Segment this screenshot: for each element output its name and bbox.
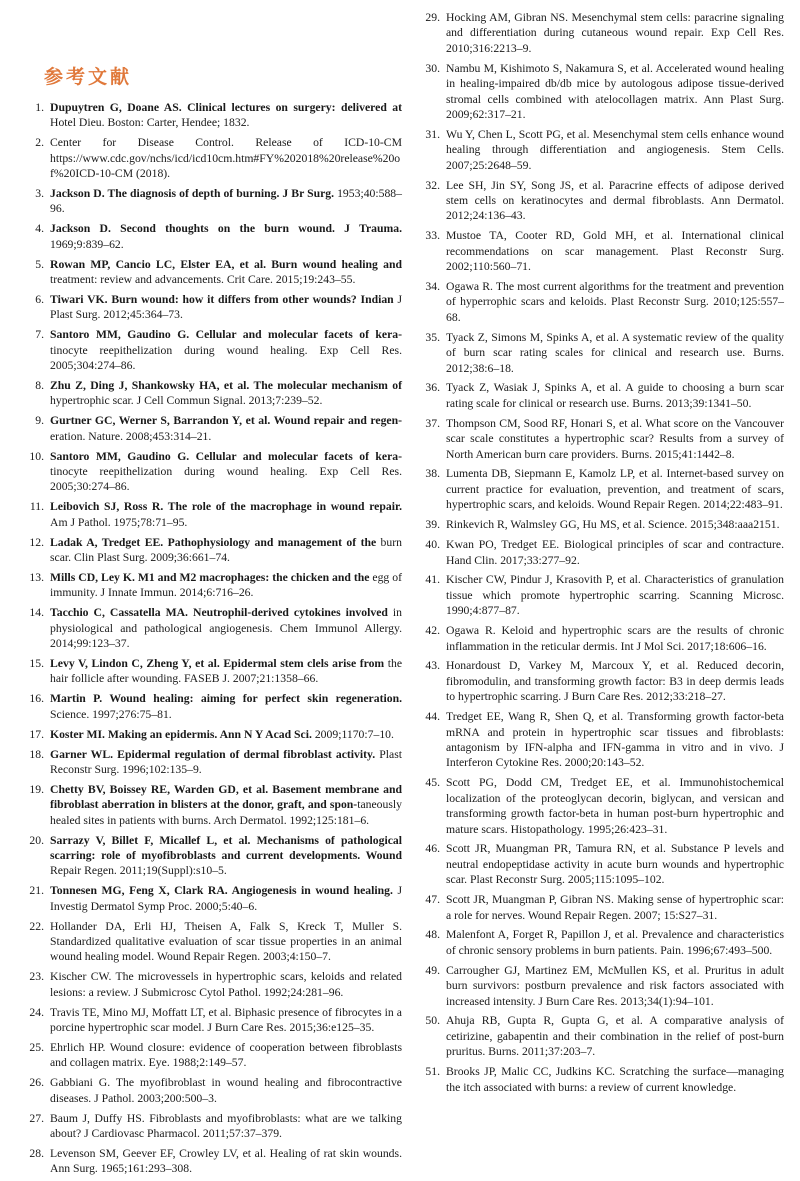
reference-item [28, 1040, 402, 1071]
reference-text [50, 499, 402, 530]
reference-number: 40. [425, 538, 440, 552]
reference-text [50, 186, 402, 217]
reference-number: 33. [425, 229, 440, 243]
reference-number: 34. [425, 280, 440, 293]
reference-rest: burn scar. Clin Plast Surg. 2009;36:661–74. [50, 535, 402, 565]
reference-highlight: Chetty BV, Boissey RE, Warden GD, et al. Basement membrane and fibroblast aberration in blisters at the donor, graft, and spon- [50, 782, 402, 812]
reference-item [28, 1111, 402, 1142]
reference-item [422, 892, 784, 923]
reference-list-left [28, 100, 402, 1181]
reference-number: 50. [425, 1014, 440, 1028]
reference-text: Lumenta DB, Siepmann E, Kamolz LP, et al. Internet-based survey on current practice for evaluation, prevention, and treatment of scars, hypertrophic scars, and keloids. Wound Repair Regen. 2014;22:483–91. [446, 467, 784, 512]
reference-text [50, 1075, 402, 1106]
reference-item [422, 330, 784, 376]
reference-number: 19. [29, 782, 44, 796]
reference-number: 26. [29, 1076, 44, 1090]
reference-text: Ahuja RB, Gupta R, Gupta G, et al. A comparative analysis of cetirizine, gabapentin and their combination in the relief of post-burn pruritus. Burns. 2011;37:203–7. [446, 1014, 784, 1059]
reference-item [28, 100, 402, 131]
reference-text [50, 969, 402, 1000]
reference-number: 29. [425, 11, 440, 24]
reference-highlight: Santoro MM, Gaudino G. Cellular and molecular facets of kera- [50, 328, 402, 342]
reference-number: 15. [29, 657, 44, 670]
reference-item [422, 1013, 784, 1059]
reference-text [50, 413, 402, 444]
reference-number: 25. [29, 1040, 44, 1054]
reference-item [28, 135, 402, 181]
reference-item [422, 841, 784, 887]
reference-text: Kischer CW, Pindur J, Krasovith P, et al. Characteristics of granulation tissue which promote hypertrophic scarring. Scanning Microsc. 1990;4:877–87. [446, 573, 784, 618]
reference-highlight: Leibovich SJ, Ross R. The role of the macrophage in wound repair. [50, 500, 402, 514]
reference-number: 11. [29, 500, 44, 514]
reference-text: Nambu M, Kishimoto S, Nakamura S, et al. Accelerated wound healing in healing-impaired db/db mice by autologous adipose tissue-derived stromal cells combined with atelocollagen matrix. Ann Plast Surg. 2009;62:317–21. [446, 61, 784, 121]
reference-text: Tyack Z, Simons M, Spinks A, et al. A systematic review of the quality of burn scar rating scales for clinical and research use. Burns. 2012;38:6–18. [446, 330, 784, 375]
reference-item [28, 747, 402, 778]
reference-number: 17. [29, 727, 44, 741]
reference-text [50, 378, 402, 409]
reference-number: 48. [425, 928, 440, 942]
reference-rest: treatment: review and advancements. Crit Care. 2015;19:243–55. [50, 273, 356, 287]
reference-item [28, 413, 402, 444]
reference-item [28, 292, 402, 323]
reference-rest: Travis TE, Mino MJ, Moffatt LT, et al. Biphasic presence of fibrocytes in a porcine hypertrophic scar model. J Burn Care Res. 2015;36:e125–35. [50, 1005, 402, 1035]
reference-item [422, 517, 784, 532]
reference-item [28, 969, 402, 1000]
reference-text [50, 221, 402, 252]
reference-item [422, 537, 784, 568]
reference-rest: J Plast Surg. 2012;45:364–73. [50, 292, 402, 322]
reference-item [28, 257, 402, 288]
reference-number: 20. [29, 833, 44, 847]
reference-number: 45. [425, 776, 440, 790]
reference-number: 5. [35, 257, 44, 271]
reference-number: 24. [29, 1005, 44, 1019]
reference-number: 22. [29, 919, 44, 933]
reference-highlight: Sarrazy V, Billet F, Micallef L, et al. Mechanisms of pathological scarring: role of myofibroblasts and current developments. Wound [50, 833, 402, 862]
reference-number: 30. [425, 61, 440, 75]
reference-rest: 2009;1170:7–10. [311, 727, 394, 741]
reference-list-right [422, 10, 784, 1100]
reference-highlight: Tonnesen MG, Feng X, Clark RA. Angiogenesis in wound healing. [50, 884, 393, 898]
reference-item [422, 380, 784, 411]
reference-item [28, 782, 402, 828]
reference-number: 3. [35, 187, 44, 201]
reference-text [50, 747, 402, 778]
reference-number: 9. [35, 414, 44, 428]
reference-item [28, 378, 402, 409]
reference-number: 4. [35, 222, 44, 236]
reference-text: Thompson CM, Sood RF, Honari S, et al. What score on the Vancouver scar scale constitutes a hypertrophic scar? Results from a survey of North American burn care providers. Burns. 2015;41:1442–8. [446, 416, 784, 461]
reference-number: 43. [425, 659, 440, 673]
reference-number: 31. [425, 127, 440, 141]
reference-item [28, 656, 402, 687]
reference-number: 27. [29, 1111, 44, 1125]
reference-text: Mustoe TA, Cooter RD, Gold MH, et al. International clinical recommendations on scar management. Plast Reconstr Surg. 2002;110:560–71. [446, 229, 784, 274]
reference-number: 2. [35, 136, 44, 150]
reference-item [28, 883, 402, 914]
reference-number: 13. [29, 570, 44, 584]
reference-text: Ogawa R. Keloid and hypertrophic scars are the results of chronic inflammation in the reticular dermis. Int J Mol Sci. 2017;18:606–16. [446, 624, 784, 653]
reference-rest: Plast Reconstr Surg. 1996;102:135–9. [50, 747, 402, 776]
reference-text: Lee SH, Jin SY, Song JS, et al. Paracrine effects of adipose derived stem cells on keratinocytes and dermal fibroblasts. Ann Dermatol. 2012;24:136–43. [446, 178, 784, 223]
reference-number: 38. [425, 467, 440, 481]
reference-text: Wu Y, Chen L, Scott PG, et al. Mesenchymal stem cells enhance wound healing through differentiation and angiogenesis. Stem Cells. 2007;25:2648–59. [446, 127, 784, 172]
reference-text [50, 135, 402, 181]
reference-number: 14. [29, 606, 44, 620]
reference-item [422, 927, 784, 958]
reference-rest: 1953;40:588–96. [50, 187, 402, 216]
reference-number: 12. [29, 535, 44, 549]
reference-rest: Levenson SM, Geever EF, Crowley LV, et al. Healing of rat skin wounds. Ann Surg. 1965;161:293–308. [50, 1146, 402, 1176]
reference-rest: egg of immunity. J Innate Immun. 2014;6:716–26. [50, 570, 402, 600]
reference-text [50, 1005, 402, 1036]
reference-rest: tinocyte reepithelization during wound healing. Exp Cell Res. 2005;30:274–86. [50, 465, 402, 494]
reference-rest: tinocyte reepithelization during wound healing. Exp Cell Res. 2005;304:274–86. [50, 343, 402, 373]
reference-number: 7. [35, 328, 44, 342]
reference-number: 39. [425, 518, 440, 532]
reference-item [28, 221, 402, 252]
reference-number: 28. [29, 1146, 44, 1160]
reference-item [28, 1146, 402, 1177]
reference-item [422, 963, 784, 1009]
reference-rest: in physiological and pathological angiogenesis. Chem Immunol Allergy. 2014;99:123–37. [50, 606, 402, 651]
reference-highlight: Garner WL. Epidermal regulation of dermal fibroblast activity. [50, 747, 376, 761]
reference-rest: Repair Regen. 2011;19(Suppl):s10–5. [50, 864, 227, 878]
reference-number: 16. [29, 692, 44, 706]
reference-item [28, 1075, 402, 1106]
reference-text [50, 1111, 402, 1142]
references-heading: 参考文献 [44, 66, 133, 88]
reference-rest: Kischer CW. The microvessels in hypertrophic scars, keloids and related lesions: a review. J Submicrosc Cytol Pathol. 1992;24:281–96. [50, 970, 402, 999]
reference-rest: taneously healed sites in patients with burns. Arch Dermatol. 1992;125:181–6. [50, 798, 402, 827]
reference-rest: J Investig Dermatol Symp Proc. 2000;5:40–6. [50, 884, 402, 913]
reference-item [28, 499, 402, 530]
reference-text [50, 570, 402, 601]
reference-item [422, 466, 784, 512]
reference-text [50, 656, 402, 687]
reference-item [28, 919, 402, 965]
reference-rest: Center for Disease Control. Release of ICD-10-CM https://www.cdc.gov/nchs/icd/icd10cm.htm#FY%202018%20release%20of%20ICD-10-CM (2018). [50, 136, 402, 181]
reference-number: 46. [425, 842, 440, 856]
reference-highlight: Ladak A, Tredget EE. Pathophysiology and management of the [50, 535, 377, 549]
reference-number: 8. [35, 379, 44, 392]
reference-rest: Ehrlich HP. Wound closure: evidence of cooperation between fibroblasts and collagen matrix. Eye. 1988;2:149–57. [50, 1040, 402, 1070]
reference-number: 10. [29, 449, 44, 463]
reference-number: 44. [425, 710, 440, 724]
reference-highlight: Dupuytren G, Doane AS. Clinical lectures on surgery: delivered at [50, 101, 402, 114]
reference-number: 1. [35, 101, 44, 114]
reference-highlight: Martin P. Wound healing: aiming for perfect skin regeneration. [50, 692, 402, 706]
reference-number: 6. [35, 292, 44, 306]
reference-item [28, 691, 402, 722]
reference-rest: Hotel Dieu. Boston: Carter, Hendee; 1832. [50, 116, 250, 130]
reference-highlight: Rowan MP, Cancio LC, Elster EA, et al. Burn wound healing and [50, 257, 402, 271]
reference-number: 49. [425, 963, 440, 977]
reference-text: Tyack Z, Wasiak J, Spinks A, et al. A guide to choosing a burn scar rating scale for clinical or research use. Burns. 2013;39:1341–50. [446, 381, 784, 410]
reference-highlight: Koster MI. Making an epidermis. Ann N Y Acad Sci. [50, 727, 312, 741]
reference-highlight: Tiwari VK. Burn wound: how it differs from other wounds? Indian [50, 292, 394, 306]
reference-text: Hocking AM, Gibran NS. Mesenchymal stem cells: paracrine signaling and differentiation during cutaneous wound repair. Exp Cell Res. 2010;316:2213–9. [446, 11, 784, 55]
reference-highlight: Santoro MM, Gaudino G. Cellular and molecular facets of kera- [50, 449, 402, 463]
reference-text [50, 782, 402, 828]
reference-item [422, 1064, 784, 1095]
reference-item [422, 228, 784, 274]
reference-item [28, 833, 402, 879]
reference-text [50, 1040, 402, 1071]
reference-number: 47. [425, 893, 440, 907]
reference-text [50, 292, 402, 323]
reference-item [422, 572, 784, 618]
reference-text: Honardoust D, Varkey M, Marcoux Y, et al. Reduced decorin, fibromodulin, and transforming growth factor: B3 in deep dermis leads to hypertrophic scarring. J Burn Care Res. 2012;33:218–27. [446, 659, 784, 704]
reference-text [50, 727, 402, 742]
reference-text: Ogawa R. The most current algorithms for the treatment and prevention of hyperrophic scars and keloids. Plast Reconstr Surg. 2010;125:557–68. [446, 280, 784, 324]
reference-item [422, 658, 784, 704]
reference-item [422, 279, 784, 325]
reference-number: 41. [425, 573, 440, 587]
reference-highlight: Jackson D. Second thoughts on the burn wound. J Trauma. [50, 222, 402, 236]
reference-text: Malenfont A, Forget R, Papillon J, et al. Prevalence and characteristics of chronic sensory problems in burn patients. Pain. 1996;67:493–500. [446, 928, 784, 957]
reference-item [422, 416, 784, 462]
reference-text: Scott JR, Muangman PR, Tamura RN, et al. Substance P levels and neutral endopeptidase activity in acute burn wounds and hypertrophic scar. Plast Reconstr Surg. 2005;115:1095–102. [446, 842, 784, 887]
reference-text [50, 691, 402, 722]
reference-item [28, 535, 402, 566]
reference-number: 21. [29, 884, 44, 898]
reference-rest: Am J Pathol. 1975;78:71–95. [50, 515, 188, 529]
reference-rest: eration. Nature. 2008;453:314–21. [50, 429, 212, 443]
reference-text [50, 257, 402, 288]
reference-item [422, 709, 784, 771]
reference-text: Rinkevich R, Walmsley GG, Hu MS, et al. Science. 2015;348:aaa2151. [446, 518, 780, 532]
reference-rest: hypertrophic scar. J Cell Commun Signal. 2013;7:239–52. [50, 394, 323, 408]
reference-highlight: Tacchio C, Cassatella MA. Neutrophil-derived cytokines involved [50, 606, 388, 620]
reference-item [422, 775, 784, 837]
reference-text: Brooks JP, Malic CC, Judkins KC. Scratching the surface—managing the itch associated with burns: a review of current knowledge. [446, 1065, 784, 1094]
reference-text: Tredget EE, Wang R, Shen Q, et al. Transforming growth factor-beta mRNA and protein in hypertrophic scar tissues and fibroblasts: antagonism by IFN-alpha and IFN-gamma in vitro and in vivo. J Interferon Cytokine Res. 2000;20:143–52. [446, 710, 784, 770]
reference-item [422, 127, 784, 173]
reference-text [50, 1146, 402, 1177]
reference-text [50, 327, 402, 373]
reference-rest: Gabbiani G. The myofibroblast in wound healing and fibrocontractive diseases. J Pathol. 2003;200:500–3. [50, 1076, 402, 1105]
reference-rest: Hollander DA, Erli HJ, Theisen A, Falk S, Kreck T, Muller S. Standardized qualitative evaluation of scar tissue properties in an animal wound healing model. Wound Repair Regen. 2003;4:150–7. [50, 919, 402, 964]
reference-item [28, 570, 402, 601]
reference-item [28, 605, 402, 651]
reference-item [422, 10, 784, 56]
reference-rest: the hair follicle after wounding. FASEB J. 2007;21:1358–66. [50, 657, 403, 686]
reference-number: 51. [425, 1065, 440, 1079]
reference-item [422, 623, 784, 654]
reference-highlight: Zhu Z, Ding J, Shankowsky HA, et al. The molecular mechanism of [50, 379, 402, 392]
reference-highlight: Levy V, Lindon C, Zheng Y, et al. Epidermal stem clels arise from [50, 657, 385, 670]
reference-text [50, 449, 402, 495]
reference-text: Scott JR, Muangman P, Gibran NS. Making sense of hypertrophic scar: a role for nerves. Wound Repair Regen. 2007; 15:S27–31. [446, 893, 784, 922]
reference-number: 32. [425, 178, 440, 192]
reference-text [50, 100, 402, 131]
reference-item [28, 1005, 402, 1036]
reference-item [422, 61, 784, 123]
reference-text [50, 605, 402, 651]
reference-text [50, 919, 402, 965]
reference-number: 18. [29, 747, 44, 761]
reference-text [50, 833, 402, 879]
reference-text: Kwan PO, Tredget EE. Biological principles of scar and contracture. Hand Clin. 2017;33:277–92. [446, 538, 784, 567]
reference-number: 42. [425, 624, 440, 638]
reference-highlight: Gurtner GC, Werner S, Barrandon Y, et al. Wound repair and regen- [50, 414, 402, 428]
reference-text: Carrougher GJ, Martinez EM, McMullen KS, et al. Pruritus in adult burn survivors: postburn prevalence and risk factors associated with increased intensity. J Burn Care Res. 2013;34(1):94–101. [446, 963, 784, 1008]
reference-rest: Baum J, Duffy HS. Fibroblasts and myofibroblasts: what are we talking about? J Cardiovasc Pharmacol. 2011;57:37–379. [50, 1111, 402, 1140]
reference-number: 35. [425, 330, 440, 344]
reference-text [50, 535, 402, 566]
reference-highlight: Jackson D. The diagnosis of depth of burning. J Br Surg. [50, 187, 335, 201]
reference-number: 23. [29, 970, 44, 984]
reference-rest: 1969;9:839–62. [50, 237, 124, 251]
reference-item [28, 727, 402, 742]
reference-number: 36. [425, 381, 440, 395]
reference-text: Scott PG, Dodd CM, Tredget EE, et al. Immunohistochemical localization of the proteoglycan decorin, biglycan, and versican and transforming growth factor-beta in human post-burn hypertrophic and mature scars. Histopathology. 1995;26:423–31. [446, 776, 784, 836]
reference-text [50, 883, 402, 914]
reference-item [28, 449, 402, 495]
reference-number: 37. [425, 416, 440, 430]
reference-rest: Science. 1997;276:75–81. [50, 707, 172, 721]
reference-highlight: Mills CD, Ley K. M1 and M2 macrophages: the chicken and the [50, 570, 370, 584]
reference-item [422, 178, 784, 224]
reference-item [28, 186, 402, 217]
reference-item [28, 327, 402, 373]
